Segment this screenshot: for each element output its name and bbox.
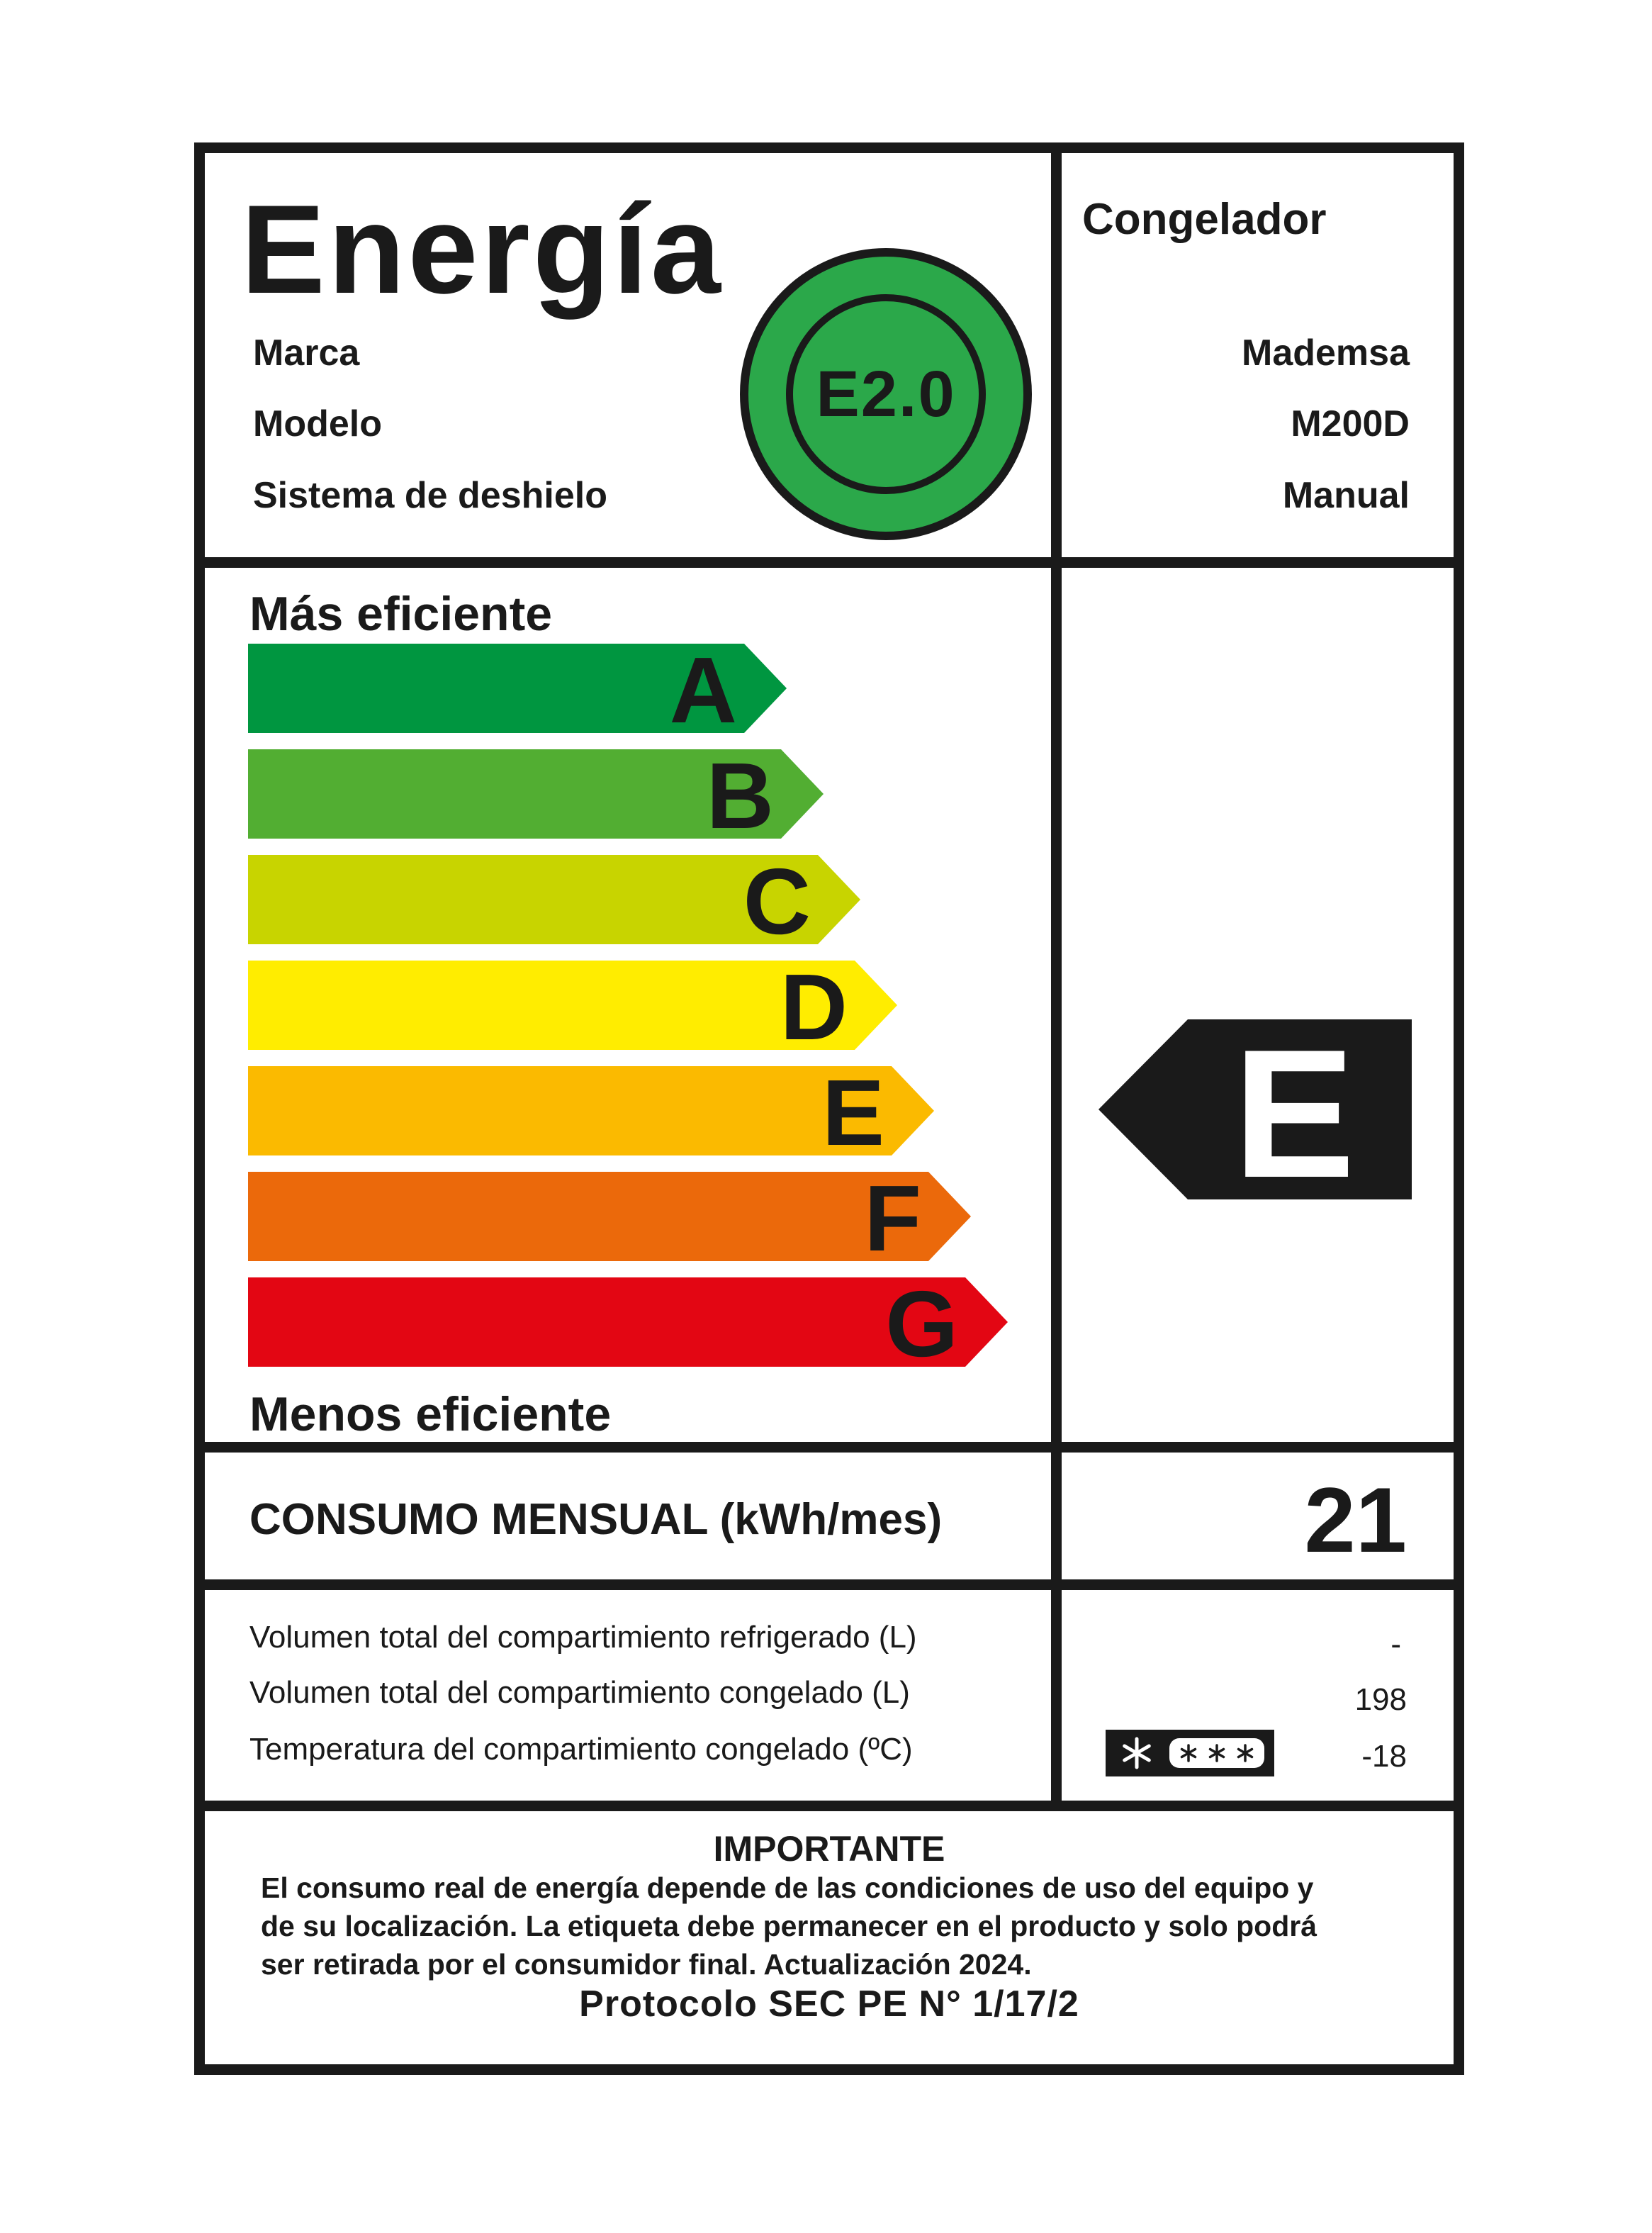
divider-specs	[194, 1801, 1464, 1811]
consumption-value: 21	[1304, 1468, 1407, 1572]
scale-letter-g: G	[885, 1272, 958, 1368]
field-value-model: M200D	[1291, 403, 1410, 444]
product-type: Congelador	[1082, 195, 1327, 244]
most-efficient-label: Más eficiente	[249, 587, 553, 641]
divider-header	[194, 557, 1464, 568]
label-title: Energía	[241, 179, 724, 320]
divider-scale	[194, 1442, 1464, 1453]
protocol-text: Protocolo SEC PE N° 1/17/2	[579, 1983, 1079, 2025]
scale-letter-e: E	[821, 1060, 884, 1165]
rating-letter: E	[1232, 1019, 1356, 1199]
spec-value-frozen-temperature: -18	[1361, 1739, 1407, 1774]
spec-value-frozen-volume: 198	[1354, 1682, 1407, 1717]
scale-letter-c: C	[743, 849, 811, 953]
spec-label-refrigerated-volume: Volumen total del compartimiento refrigerado (L)	[249, 1620, 917, 1655]
scale-letter-a: A	[669, 644, 737, 742]
important-line: El consumo real de energía depende de las condiciones de uso del equipo y	[261, 1871, 1314, 1904]
spec-label-frozen-volume: Volumen total del compartimiento congelado (L)	[249, 1675, 910, 1710]
field-value-defrost: Manual	[1282, 475, 1410, 516]
field-value-brand: Mademsa	[1242, 332, 1410, 374]
spec-value-refrigerated-volume: -	[1390, 1627, 1401, 1662]
spec-label-frozen-temperature: Temperatura del compartimiento congelado (ºC)	[249, 1732, 913, 1767]
field-label-brand: Marca	[253, 332, 360, 374]
seal-text: E2.0	[816, 358, 956, 430]
consumption-label: CONSUMO MENSUAL (kWh/mes)	[249, 1495, 943, 1544]
scale-bar-f	[248, 1172, 971, 1261]
scale-letter-f: F	[864, 1166, 921, 1270]
efficiency-seal	[737, 245, 1035, 543]
freezer-four-star-icon	[1106, 1730, 1274, 1776]
field-label-model: Modelo	[253, 403, 382, 444]
divider-consumption	[194, 1579, 1464, 1590]
important-line: de su localización. La etiqueta debe permanecer en el producto y solo podrá	[261, 1910, 1317, 1942]
efficiency-scale	[248, 644, 1021, 1368]
rating-arrow	[1098, 1019, 1414, 1199]
scale-letter-b: B	[706, 744, 774, 848]
scale-letter-d: D	[780, 955, 848, 1059]
important-title: IMPORTANTE	[713, 1829, 945, 1869]
divider-vertical	[1051, 142, 1062, 1811]
important-line: ser retirada por el consumidor final. Actualización 2024.	[261, 1948, 1032, 1981]
field-label-defrost: Sistema de deshielo	[253, 475, 607, 516]
least-efficient-label: Menos eficiente	[249, 1387, 612, 1441]
